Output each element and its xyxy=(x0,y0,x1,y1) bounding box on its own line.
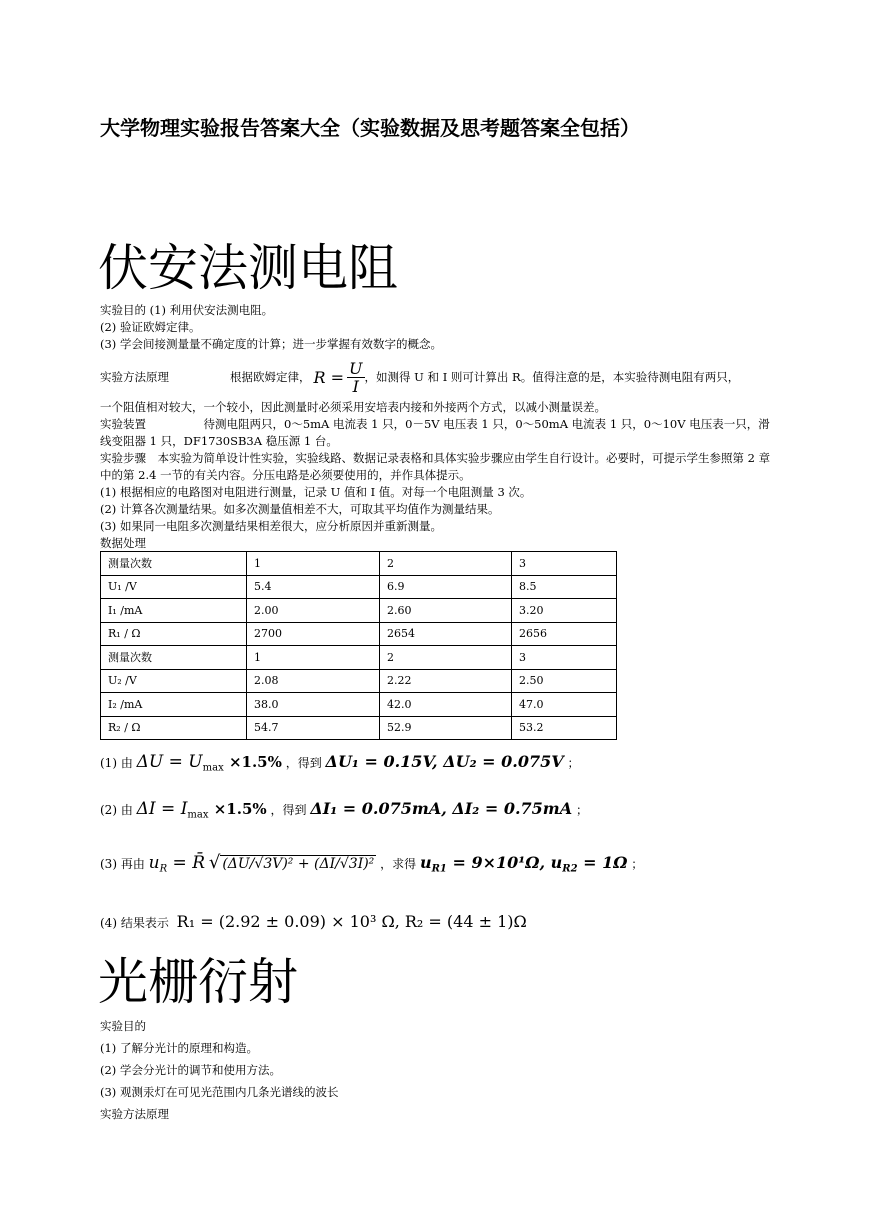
formula-3-sqrt: (ΔU/√3V)² + (ΔI/√3I)² xyxy=(222,856,375,872)
table-cell: I₁ /mA xyxy=(101,599,247,623)
formula-3-result-c: = 1Ω xyxy=(577,853,628,872)
table-cell: 2.60 xyxy=(380,599,512,623)
formula-2-mid: ，得到 xyxy=(270,803,307,817)
formula-2-tail: ×1.5% xyxy=(208,800,267,818)
table-row xyxy=(101,575,617,599)
formula-1-sub: max xyxy=(202,762,224,774)
formula-3-end: ； xyxy=(631,857,644,871)
data-processing-label: 数据处理 xyxy=(100,536,146,550)
section-heading-voltammetry: 伏安法测电阻 xyxy=(98,239,398,297)
table-cell: 3 xyxy=(512,552,617,576)
formula-1-expr: ΔU = U xyxy=(136,752,203,772)
section-heading-grating-diffraction: 光栅衍射 xyxy=(98,953,298,1011)
formula-4-prefix: (4) 结果表示 xyxy=(100,916,169,930)
method-label: 实验方法原理 xyxy=(100,370,169,384)
table-cell: 2700 xyxy=(247,622,380,646)
formula-1-end: ； xyxy=(567,756,580,770)
table-cell: 47.0 xyxy=(512,693,617,717)
formula-3-result-sub2: R2 xyxy=(562,863,578,875)
table-cell: 1 xyxy=(247,552,380,576)
table-cell: 8.5 xyxy=(512,575,617,599)
formula-2-sub: max xyxy=(187,809,209,821)
document-title: 大学物理实验报告答案大全（实验数据及思考题答案全包括） xyxy=(100,116,640,140)
ohm-formula-numerator: U xyxy=(349,358,363,378)
grating-line-1: 实验目的 xyxy=(100,1019,146,1033)
purpose-line-3: (3) 学会间接测量量不确定度的计算；进一步掌握有效数字的概念。 xyxy=(100,337,442,351)
table-cell: 测量次数 xyxy=(101,646,247,670)
grating-line-3: (2) 学会分光计的调节和使用方法。 xyxy=(100,1063,281,1077)
formula-3-result-b: = 9×10¹Ω, u xyxy=(446,853,563,872)
table-cell: 2.50 xyxy=(512,669,617,693)
table-row xyxy=(101,669,617,693)
formula-2-end: ； xyxy=(575,803,588,817)
table-cell: 2.08 xyxy=(247,669,380,693)
table-row xyxy=(101,716,617,740)
table-row xyxy=(101,646,617,670)
formula-2-result: ΔI₁ = 0.075mA, ΔI₂ = 0.75mA xyxy=(310,799,573,818)
formula-1-result: ΔU₁ = 0.15V, ΔU₂ = 0.075V xyxy=(325,752,564,771)
table-cell: 3.20 xyxy=(512,599,617,623)
table-cell: I₂ /mA xyxy=(101,693,247,717)
steps-intro-paragraph: 实验步骤 本实验为简单设计性实验，实验线路、数据记录表格和具体实验步骤应由学生自行设计。必要时，可提示学生参照第 2 章中的第 2.4 一节的有关内容。分压电路是必须要使用的，并作具体提示。 xyxy=(100,451,771,482)
table-cell: R₁ / Ω xyxy=(101,622,247,646)
formula-3-expr-a: u xyxy=(148,853,160,873)
formula-3-prefix: (3) 再由 xyxy=(100,857,145,871)
table-row xyxy=(101,552,617,576)
purpose-line-1: 实验目的 (1) 利用伏安法测电阻。 xyxy=(100,303,274,317)
formula-3-expr-sub: R xyxy=(159,863,168,875)
measurement-table xyxy=(100,551,617,740)
method-text-c: 一个阻值相对较大，一个较小，因此测量时必须采用安培表内接和外接两个方式，以减小测量误差。 xyxy=(100,400,606,414)
table-cell: 5.4 xyxy=(247,575,380,599)
method-principle xyxy=(230,357,739,397)
formula-2-expr: ΔI = I xyxy=(136,799,188,819)
table-cell: 54.7 xyxy=(247,716,380,740)
table-cell: 38.0 xyxy=(247,693,380,717)
formula-1-mid: ，得到 xyxy=(285,756,322,770)
formula-1-tail: ×1.5% xyxy=(223,753,282,771)
table-cell: 2 xyxy=(380,552,512,576)
ohm-formula-lhs: R = xyxy=(313,367,345,387)
table-cell: 53.2 xyxy=(512,716,617,740)
method-text-a: 根据欧姆定律， xyxy=(230,369,311,384)
table-cell: 2654 xyxy=(380,622,512,646)
table-cell: 6.9 xyxy=(380,575,512,599)
formula-3-expr-b: = R̄ xyxy=(167,853,205,873)
table-cell: 42.0 xyxy=(380,693,512,717)
formula-4 xyxy=(100,912,527,931)
table-row xyxy=(101,622,617,646)
table-cell: 2 xyxy=(380,646,512,670)
table-row xyxy=(101,693,617,717)
table-cell: R₂ / Ω xyxy=(101,716,247,740)
table-cell: U₁ /V xyxy=(101,575,247,599)
step-line-1: (1) 根据相应的电路图对电阻进行测量，记录 U 值和 I 值。对每一个电阻测量 3 次。 xyxy=(100,485,532,499)
table-cell: 2656 xyxy=(512,622,617,646)
step-line-3: (3) 如果同一电阻多次测量结果相差很大，应分析原因并重新测量。 xyxy=(100,519,442,533)
formula-4-expr: R₁ = (2.92 ± 0.09) × 10³ Ω, R₂ = (44 ± 1)Ω xyxy=(176,912,527,931)
formula-3: (3) 再由 $u_R$ = R̄ √ (ΔU/√3V)² + (ΔI/√3I)² ，求得 $u_{R1} = 9\times 10^1\Omega$, $u_{R2} = 1\Omega$ ； xyxy=(100,852,644,875)
table-cell: 52.9 xyxy=(380,716,512,740)
apparatus-paragraph: 实验装置 待测电阻两只，0～5mA 电流表 1 只，0－5V 电压表 1 只，0～50mA 电流表 1 只，0～10V 电压表一只，滑线变阻器 1 只，DF1730SB3A 稳压源 1 台。 xyxy=(100,417,770,448)
formula-2 xyxy=(100,799,588,820)
formula-2-prefix: (2) 由 xyxy=(100,803,133,817)
grating-line-4: (3) 观测汞灯在可见光范围内几条光谱线的波长 xyxy=(100,1085,339,1099)
grating-line-2: (1) 了解分光计的原理和构造。 xyxy=(100,1041,258,1055)
table-cell: 1 xyxy=(247,646,380,670)
ohm-formula-fraction xyxy=(347,360,364,395)
purpose-line-2: (2) 验证欧姆定律。 xyxy=(100,320,201,334)
table-cell: 3 xyxy=(512,646,617,670)
ohm-formula-denominator: I xyxy=(352,376,359,396)
formula-1 xyxy=(100,752,579,773)
formula-3-result-a: u xyxy=(419,853,432,872)
table-cell: U₂ /V xyxy=(101,669,247,693)
table-cell: 2.22 xyxy=(380,669,512,693)
table-row xyxy=(101,599,617,623)
table-cell: 2.00 xyxy=(247,599,380,623)
formula-3-result-sub1: R1 xyxy=(431,863,447,875)
formula-1-prefix: (1) 由 xyxy=(100,756,133,770)
grating-line-5: 实验方法原理 xyxy=(100,1107,169,1121)
method-text-b: ，如测得 U 和 I 则可计算出 R。值得注意的是，本实验待测电阻有两只， xyxy=(364,369,740,384)
step-line-2: (2) 计算各次测量结果。如多次测量值相差不大，可取其平均值作为测量结果。 xyxy=(100,502,500,516)
table-cell: 测量次数 xyxy=(101,552,247,576)
formula-3-mid: ，求得 xyxy=(380,857,417,871)
